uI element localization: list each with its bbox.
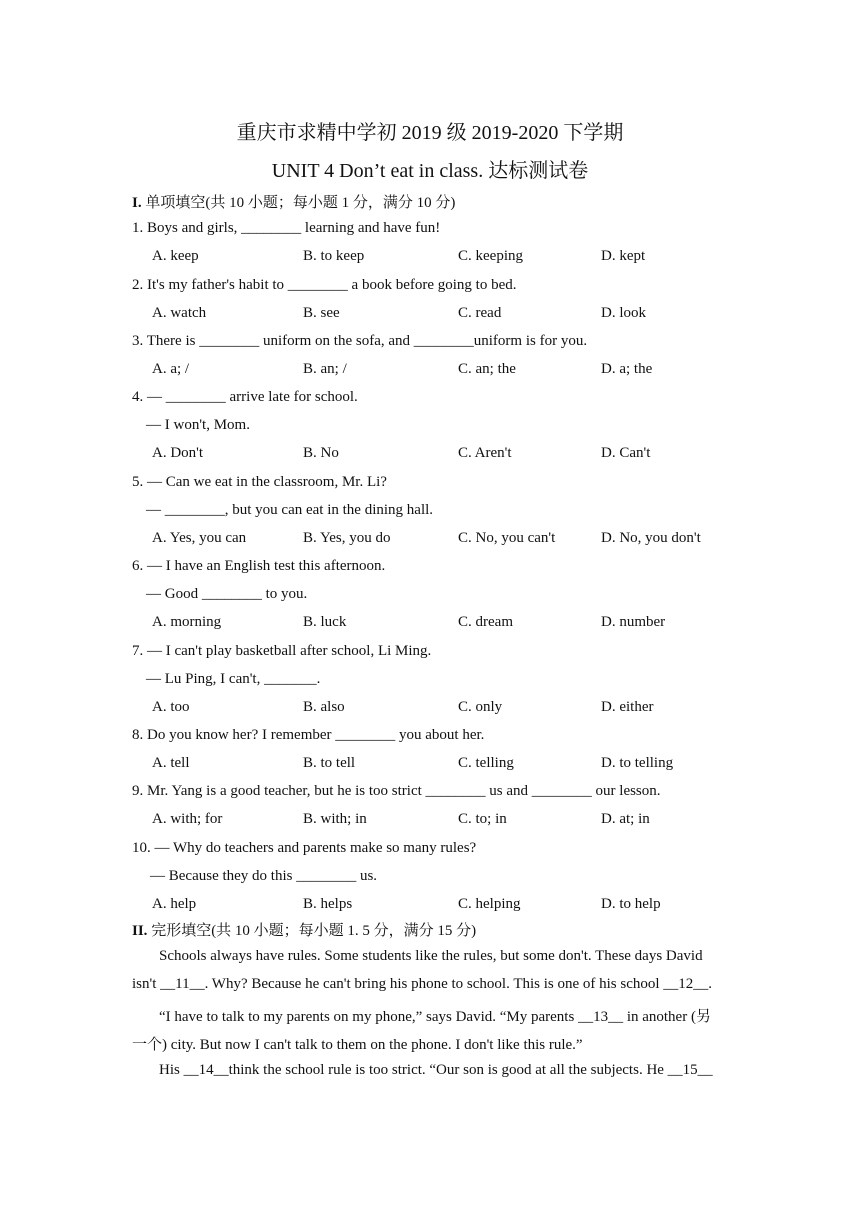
q2-option-d: D. look: [601, 305, 646, 321]
question-10-reply: — Because they do this ________ us.: [150, 868, 378, 884]
question-1-stem: 1. Boys and girls, ________ learning and have fun!: [132, 220, 441, 236]
q6-option-c: C. dream: [458, 614, 513, 630]
question-5-reply: — ________, but you can eat in the dining hall.: [146, 502, 434, 518]
q9-option-d: D. at; in: [601, 811, 650, 827]
q9-option-a: A. with; for: [152, 811, 223, 827]
q1-option-c: C. keeping: [458, 248, 523, 264]
q5-option-a: A. Yes, you can: [152, 530, 247, 546]
q3-option-d: D. a; the: [601, 361, 653, 377]
q5-option-d: D. No, you don't: [601, 530, 701, 546]
q7-option-b: B. also: [303, 699, 345, 715]
q6-option-b: B. luck: [303, 614, 347, 630]
question-4-stem: 4. — ________ arrive late for school.: [132, 389, 358, 405]
section-1-heading: [132, 191, 455, 212]
q8-option-c: C. telling: [458, 755, 514, 771]
q4-option-d: D. Can't: [601, 445, 651, 461]
question-9-stem: 9. Mr. Yang is a good teacher, but he is too strict ________ us and ________ our lesson.: [132, 783, 661, 799]
section-2-heading: [132, 919, 476, 940]
q9-option-c: C. to; in: [458, 811, 507, 827]
document-subtitle: UNIT 4 Don’t eat in class. 达标测试卷: [271, 160, 589, 182]
q3-option-c: C. an; the: [458, 361, 516, 377]
q3-option-b: B. an; /: [303, 361, 347, 377]
question-4-reply: — I won't, Mom.: [146, 417, 250, 433]
passage-line-3: “I have to talk to my parents on my phone,” says David. “My parents __13__ in another (另: [159, 1009, 711, 1025]
question-5-stem: 5. — Can we eat in the classroom, Mr. Li?: [132, 474, 387, 490]
question-6-reply: — Good ________ to you.: [146, 586, 308, 602]
q2-option-b: B. see: [303, 305, 340, 321]
q1-option-d: D. kept: [601, 248, 646, 264]
q8-option-b: B. to tell: [303, 755, 356, 771]
q2-option-a: A. watch: [152, 305, 207, 321]
q7-option-a: A. too: [152, 699, 190, 715]
question-3-stem: 3. There is ________ uniform on the sofa, and ________uniform is for you.: [132, 333, 588, 349]
question-2-stem: 2. It's my father's habit to ________ a book before going to bed.: [132, 277, 517, 293]
section-1-title: 单项填空(共 10 小题；每小题 1 分，满分 10 分): [141, 195, 456, 211]
passage-line-2: isn't __11__. Why? Because he can't bring his phone to school. This is one of his school __12__.: [132, 976, 713, 992]
q8-option-d: D. to telling: [601, 755, 674, 771]
q7-option-d: D. either: [601, 699, 654, 715]
q10-option-d: D. to help: [601, 896, 661, 912]
q4-option-c: C. Aren't: [458, 445, 512, 461]
q10-option-c: C. helping: [458, 896, 521, 912]
q4-option-a: A. Don't: [152, 445, 204, 461]
q2-option-c: C. read: [458, 305, 502, 321]
passage-line-5: His __14__think the school rule is too strict. “Our son is good at all the subjects. He __15__: [159, 1062, 713, 1078]
question-10-stem: 10. — Why do teachers and parents make so many rules?: [132, 840, 477, 856]
q1-option-b: B. to keep: [303, 248, 365, 264]
q6-option-d: D. number: [601, 614, 666, 630]
document-title: 重庆市求精中学初 2019 级 2019-2020 下学期: [236, 122, 624, 144]
q5-option-c: C. No, you can't: [458, 530, 556, 546]
q7-option-c: C. only: [458, 699, 503, 715]
q3-option-a: A. a; /: [152, 361, 190, 377]
q5-option-b: B. Yes, you do: [303, 530, 391, 546]
q9-option-b: B. with; in: [303, 811, 367, 827]
question-6-stem: 6. — I have an English test this afternoon.: [132, 558, 386, 574]
passage-line-1: Schools always have rules. Some students like the rules, but some don't. These days David: [159, 948, 703, 964]
section-2-number: II.: [132, 923, 148, 939]
question-8-stem: 8. Do you know her? I remember ________ you about her.: [132, 727, 485, 743]
q10-option-b: B. helps: [303, 896, 353, 912]
section-2-title: 完形填空(共 10 小题；每小题 1. 5 分，满分 15 分): [147, 923, 477, 939]
q1-option-a: A. keep: [152, 248, 199, 264]
question-7-stem: 7. — I can't play basketball after school, Li Ming.: [132, 643, 432, 659]
q6-option-a: A. morning: [152, 614, 222, 630]
q4-option-b: B. No: [303, 445, 339, 461]
passage-line-4: 一个) city. But now I can't talk to them on the phone. I don't like this rule.”: [132, 1037, 583, 1053]
section-1-number: I.: [132, 195, 142, 211]
q10-option-a: A. help: [152, 896, 197, 912]
question-7-reply: — Lu Ping, I can't, _______.: [146, 671, 321, 687]
q8-option-a: A. tell: [152, 755, 190, 771]
